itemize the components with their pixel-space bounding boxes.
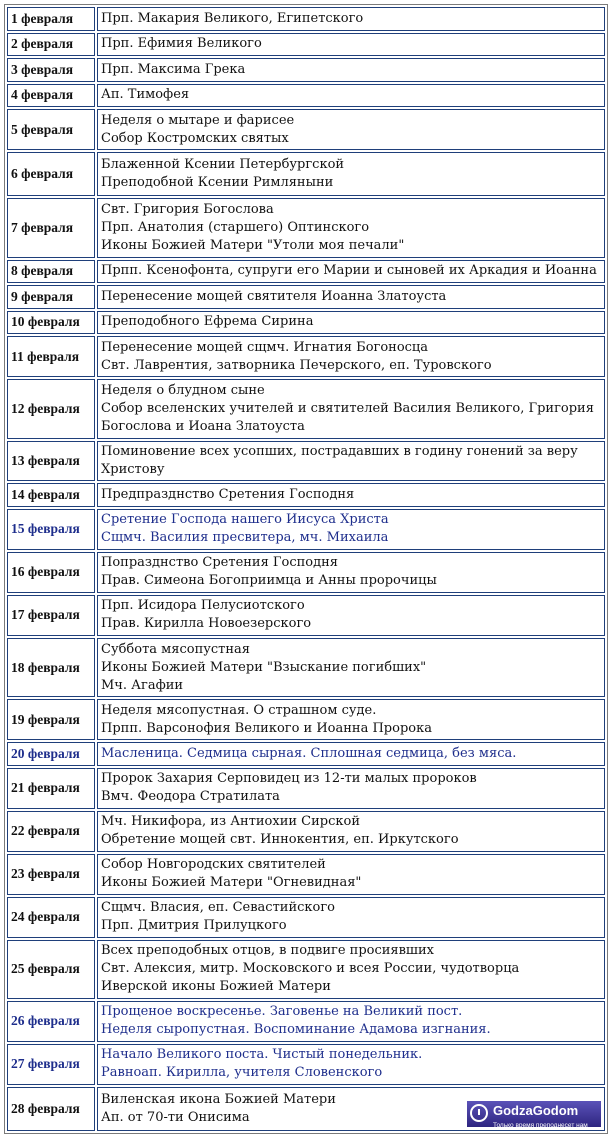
events-cell — [97, 1044, 605, 1085]
event-line: Свт. Лаврентия, затворника Печерского, еп. Туровского — [101, 357, 492, 373]
date-cell: 10 февраля — [7, 311, 95, 335]
date-cell: 17 февраля — [7, 595, 95, 636]
calendar-row — [7, 1087, 605, 1131]
events-cell — [97, 84, 605, 108]
date-cell: 4 февраля — [7, 84, 95, 108]
calendar-row — [7, 638, 605, 697]
calendar-row — [7, 441, 605, 482]
event-line: Неделя о мытаре и фарисее — [101, 112, 295, 128]
calendar-row — [7, 811, 605, 852]
events-cell — [97, 1001, 605, 1042]
date-cell: 11 февраля — [7, 336, 95, 377]
events-cell — [97, 742, 605, 766]
events-cell — [97, 768, 605, 809]
event-line: Прп. Анатолия (старшего) Оптинского — [101, 219, 370, 235]
events-cell — [97, 483, 605, 507]
event-line: Сретение Господа нашего Иисуса Христа — [101, 512, 389, 528]
event-line: Суббота мясопустная — [101, 641, 250, 657]
event-line: Ап. Тимофея — [101, 87, 190, 103]
event-line: Прощеное воскресенье. Заговенье на Великий пост. — [101, 1004, 463, 1020]
events-cell — [97, 441, 605, 482]
event-line: Прп. Максима Грека — [101, 61, 246, 77]
event-line: Начало Великого поста. Чистый понедельник. — [101, 1047, 423, 1063]
event-line: Сщмч. Василия пресвитера, мч. Михаила — [101, 530, 389, 546]
event-line: Преподобной Ксении Римляныни — [101, 175, 334, 191]
events-cell — [97, 109, 605, 150]
logo-tagline: Только время преподнесет нам — [493, 1122, 588, 1129]
event-line: Преподобного Ефрема Сирина — [101, 314, 314, 330]
logo-name: GodzaGodom — [493, 1103, 579, 1118]
event-line: Иконы Божией Матери "Огневидная" — [101, 875, 362, 891]
events-cell — [97, 379, 605, 438]
events-cell — [97, 1087, 605, 1131]
calendar-row — [7, 1044, 605, 1085]
calendar-row — [7, 552, 605, 593]
date-cell: 6 февраля — [7, 152, 95, 196]
calendar-row — [7, 285, 605, 309]
calendar-row — [7, 33, 605, 57]
date-cell: 1 февраля — [7, 7, 95, 31]
event-line: Масленица. Седмица сырная. Сплошная седмица, без мяса. — [101, 745, 517, 761]
date-cell: 26 февраля — [7, 1001, 95, 1042]
event-line: Прав. Симеона Богоприимца и Анны пророчицы — [101, 573, 437, 589]
date-cell: 8 февраля — [7, 260, 95, 284]
date-cell: 12 февраля — [7, 379, 95, 438]
events-cell — [97, 509, 605, 550]
event-line: Прп. Ефимия Великого — [101, 36, 262, 52]
event-line: Прп. Исидора Пелусиотского — [101, 598, 305, 614]
event-line: Прпп. Варсонофия Великого и Иоанна Пророка — [101, 720, 432, 736]
events-cell — [97, 7, 605, 31]
events-cell — [97, 854, 605, 895]
event-line: Виленская икона Божией Матери — [101, 1091, 336, 1107]
event-line: Мч. Агафии — [101, 677, 184, 693]
event-line: Иверской иконы Божией Матери — [101, 979, 331, 995]
event-line: Равноап. Кирилла, учителя Словенского — [101, 1065, 383, 1081]
calendar-row — [7, 109, 605, 150]
calendar-row — [7, 152, 605, 196]
calendar-row — [7, 1001, 605, 1042]
calendar-row — [7, 7, 605, 31]
calendar-row — [7, 483, 605, 507]
events-cell — [97, 33, 605, 57]
date-cell: 23 февраля — [7, 854, 95, 895]
event-line: Свт. Григория Богослова — [101, 201, 274, 217]
events-cell — [97, 152, 605, 196]
calendar-row — [7, 897, 605, 938]
date-cell: 21 февраля — [7, 768, 95, 809]
event-line: Предпразднство Сретения Господня — [101, 487, 355, 503]
event-line: Собор вселенских учителей и святителей Василия Великого, Григория Богослова и Иоана Златоуста — [101, 400, 594, 434]
event-line: Прав. Кирилла Новоезерского — [101, 616, 312, 632]
event-line: Обретение мощей свт. Иннокентия, еп. Иркутского — [101, 832, 459, 848]
events-cell — [97, 638, 605, 697]
event-line: Неделя мясопустная. О страшном суде. — [101, 702, 377, 718]
events-cell — [97, 285, 605, 309]
event-line: Прп. Макария Великого, Египетского — [101, 10, 364, 26]
date-cell: 9 февраля — [7, 285, 95, 309]
event-line: Попразднство Сретения Господня — [101, 555, 338, 571]
event-line: Иконы Божией Матери "Взыскание погибших" — [101, 659, 427, 675]
calendar-table — [4, 4, 608, 1134]
event-line: Поминовение всех усопших, пострадавших в годину гонений за веру Христову — [101, 443, 578, 477]
events-cell — [97, 336, 605, 377]
date-cell: 15 февраля — [7, 509, 95, 550]
date-cell: 13 февраля — [7, 441, 95, 482]
date-cell: 2 февраля — [7, 33, 95, 57]
date-cell: 16 февраля — [7, 552, 95, 593]
event-line: Собор Новгородских святителей — [101, 857, 326, 873]
event-line: Прп. Дмитрия Прилуцкого — [101, 918, 287, 934]
calendar-row — [7, 699, 605, 740]
clock-icon — [470, 1104, 488, 1122]
calendar-row — [7, 58, 605, 82]
events-cell — [97, 811, 605, 852]
event-line: Сщмч. Власия, еп. Севастийского — [101, 900, 335, 916]
calendar-row — [7, 84, 605, 108]
calendar-row — [7, 768, 605, 809]
calendar-row — [7, 742, 605, 766]
calendar-row — [7, 198, 605, 257]
events-cell — [97, 595, 605, 636]
events-cell — [97, 699, 605, 740]
calendar-row — [7, 379, 605, 438]
calendar-row — [7, 336, 605, 377]
date-cell: 18 февраля — [7, 638, 95, 697]
event-line: Всех преподобных отцов, в подвиге просиявших — [101, 943, 435, 959]
events-cell — [97, 58, 605, 82]
date-cell: 14 февраля — [7, 483, 95, 507]
events-cell — [97, 198, 605, 257]
event-line: Перенесение мощей святителя Иоанна Златоуста — [101, 288, 447, 304]
event-line: Блаженной Ксении Петербургской — [101, 157, 345, 173]
calendar-row — [7, 854, 605, 895]
event-line: Неделя о блудном сыне — [101, 382, 265, 398]
calendar-row — [7, 940, 605, 999]
date-cell: 19 февраля — [7, 699, 95, 740]
date-cell: 3 февраля — [7, 58, 95, 82]
event-line: Пророк Захария Серповидец из 12-ти малых пророков — [101, 771, 477, 787]
events-cell — [97, 552, 605, 593]
calendar-row — [7, 260, 605, 284]
events-cell — [97, 311, 605, 335]
event-line: Прпп. Ксенофонта, супруги его Марии и сыновей их Аркадия и Иоанна — [101, 263, 597, 279]
events-cell — [97, 897, 605, 938]
site-logo[interactable] — [467, 1101, 601, 1127]
date-cell: 20 февраля — [7, 742, 95, 766]
event-line: Мч. Никифора, из Антиохии Сирской — [101, 814, 361, 830]
date-cell: 5 февраля — [7, 109, 95, 150]
event-line: Свт. Алексия, митр. Московского и всея России, чудотворца — [101, 961, 520, 977]
calendar-row — [7, 509, 605, 550]
event-line: Неделя сыропустная. Воспоминание Адамова изгнания. — [101, 1022, 491, 1038]
date-cell: 28 февраля — [7, 1087, 95, 1131]
events-cell — [97, 260, 605, 284]
date-cell: 7 февраля — [7, 198, 95, 257]
calendar-row — [7, 311, 605, 335]
event-line: Перенесение мощей сщмч. Игнатия Богоносца — [101, 339, 429, 355]
date-cell: 22 февраля — [7, 811, 95, 852]
calendar-row — [7, 595, 605, 636]
date-cell: 25 февраля — [7, 940, 95, 999]
event-line: Ап. от 70-ти Онисима — [101, 1109, 250, 1125]
event-line: Вмч. Феодора Стратилата — [101, 789, 280, 805]
date-cell: 27 февраля — [7, 1044, 95, 1085]
event-line: Собор Костромских святых — [101, 130, 289, 146]
date-cell: 24 февраля — [7, 897, 95, 938]
events-cell — [97, 940, 605, 999]
event-line: Иконы Божией Матери "Утоли моя печали" — [101, 237, 405, 253]
